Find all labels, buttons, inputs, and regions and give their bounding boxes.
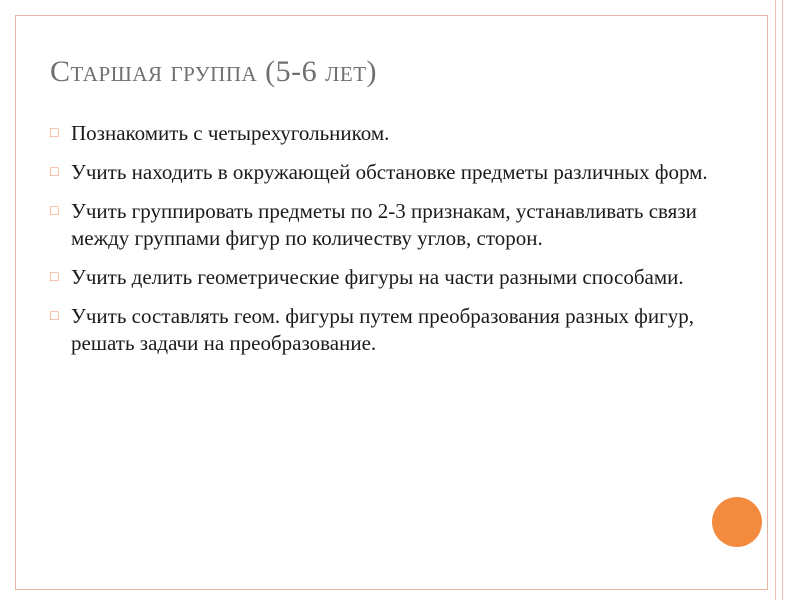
slide-title: Старшая группа (5-6 лет)	[50, 55, 378, 88]
bullet-text: Учить составлять геом. фигуры путем преобразования разных фигур, решать задачи на преобразование.	[71, 304, 695, 355]
bullet-item	[50, 120, 710, 147]
bullet-text: Познакомить с четырехугольником.	[71, 121, 390, 145]
bullet-item	[50, 198, 710, 252]
bullet-icon: □	[50, 270, 59, 285]
bullet-icon: □	[50, 204, 59, 219]
bullet-text: Учить находить в окружающей обстановке предметы различных форм.	[71, 160, 708, 184]
bullet-item	[50, 264, 710, 291]
bullet-item	[50, 303, 710, 357]
bullet-icon: □	[50, 165, 59, 180]
bullet-list	[50, 120, 710, 369]
bullet-item	[50, 159, 710, 186]
bullet-text: Учить группировать предметы по 2-3 признакам, устанавливать связи между группами фигур по количеству углов, сторон.	[71, 199, 697, 250]
bullet-text: Учить делить геометрические фигуры на части разными способами.	[71, 265, 684, 289]
bullet-icon: □	[50, 309, 59, 324]
decorative-vertical-line	[775, 0, 776, 600]
decorative-vertical-line	[782, 0, 783, 600]
bullet-icon: □	[50, 126, 59, 141]
accent-circle-decoration	[712, 497, 762, 547]
